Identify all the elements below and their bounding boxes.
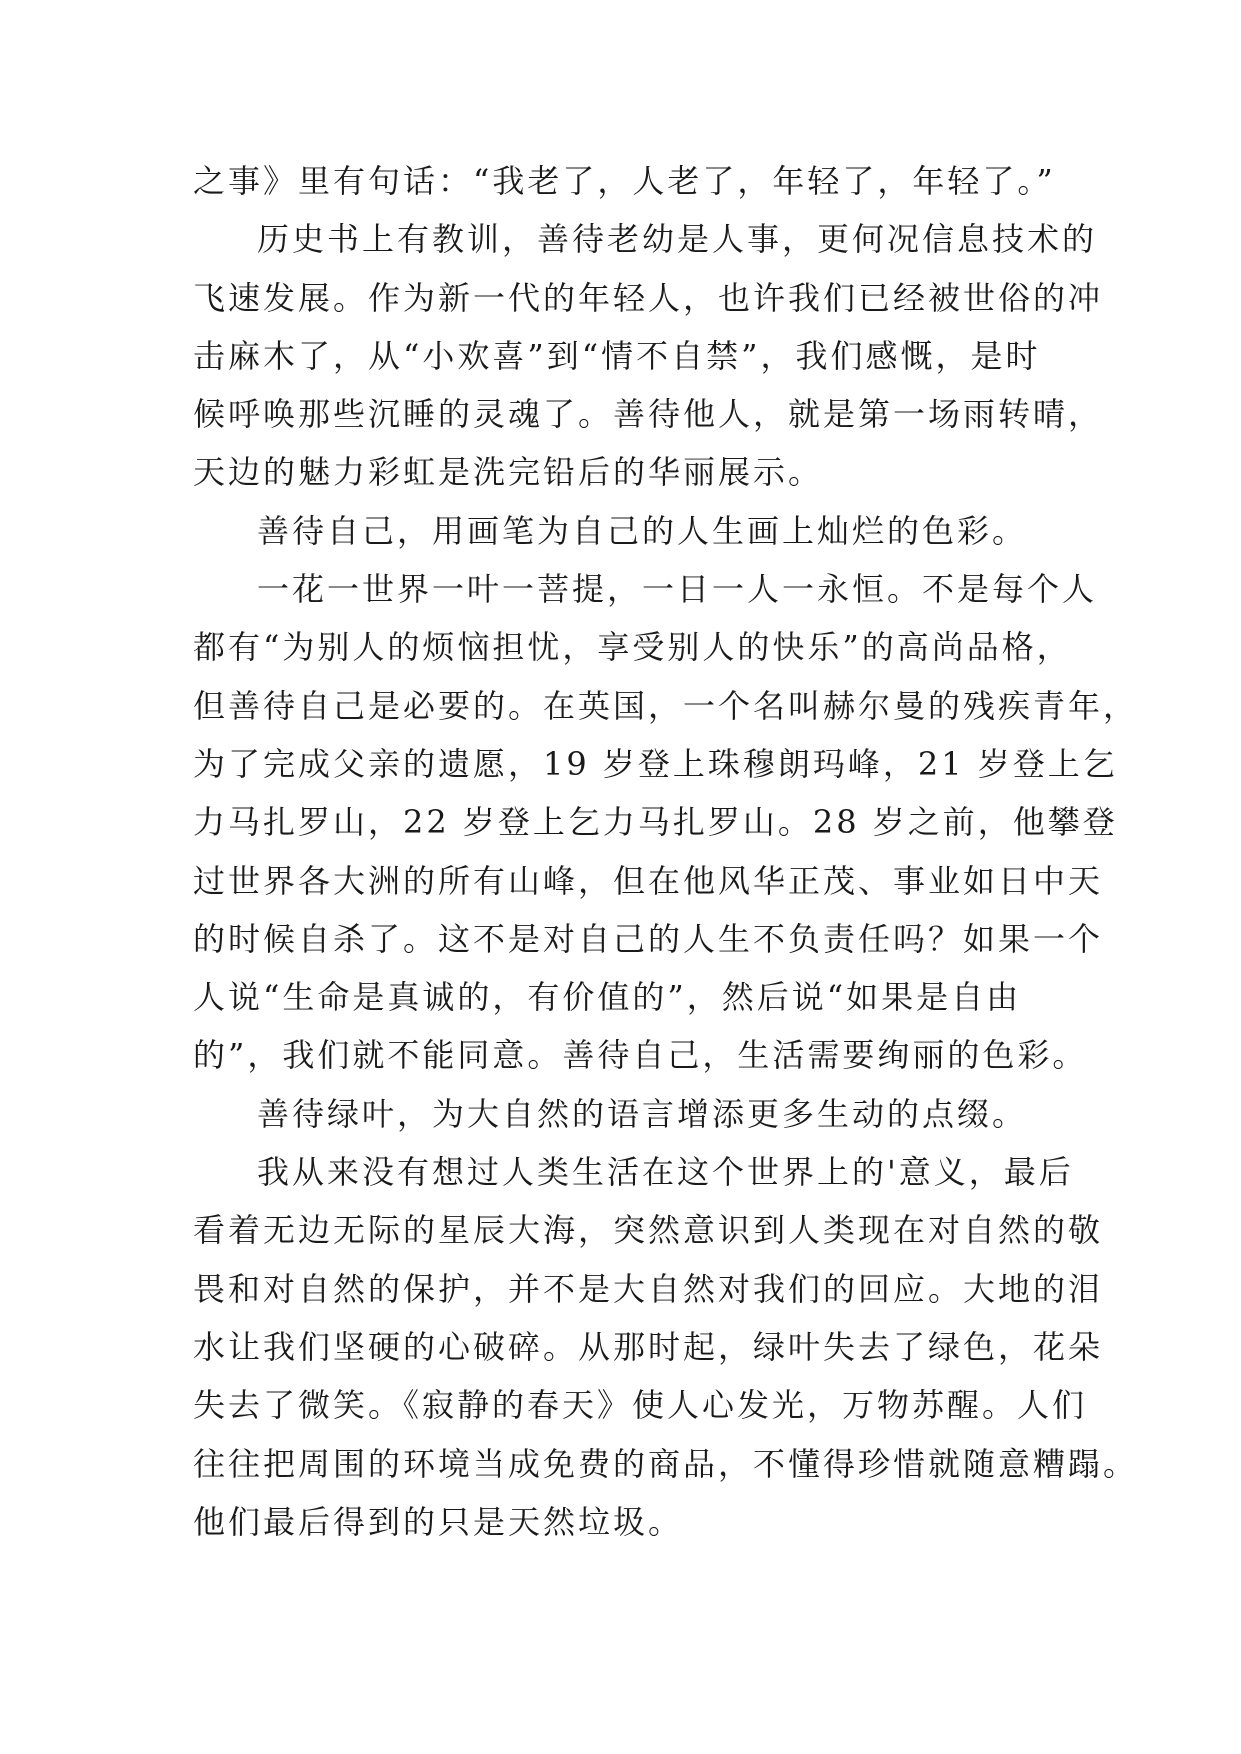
text-line: 的”，我们就不能同意。善待自己，生活需要绚丽的色彩。 — [193, 1036, 1088, 1075]
text-line: 人说“生命是真诚的，有价值的”，然后说“如果是自由 — [193, 978, 1022, 1017]
text-line: 飞速发展。作为新一代的年轻人，也许我们已经被世俗的冲 — [193, 278, 1104, 317]
paragraph-start-line: 一花一世界一叶一菩提，一日一人一永恒。不是每个人 — [257, 570, 1098, 609]
text-line: 候呼唤那些沉睡的灵魂了。善待他人，就是第一场雨转晴， — [193, 395, 1104, 434]
text-line: 的时候自杀了。这不是对自己的人生不负责任吗？如果一个 — [193, 919, 1104, 958]
text-line: 看着无边无际的星辰大海，突然意识到人类现在对自然的敬 — [193, 1211, 1104, 1250]
paragraph-start-line: 善待绿叶，为大自然的语言增添更多生动的点缀。 — [257, 1094, 1028, 1133]
text-line: 往往把周围的环境当成免费的商品，不懂得珍惜就随意糟蹋。 — [193, 1444, 1139, 1483]
text-line: 畏和对自然的保护，并不是大自然对我们的回应。大地的泪 — [193, 1269, 1104, 1308]
text-line: 力马扎罗山，22 岁登上乞力马扎罗山。28 岁之前，他攀登 — [193, 803, 1118, 842]
document-body — [193, 152, 1139, 1551]
text-line: 都有“为别人的烦恼担忧，享受别人的快乐”的高尚品格， — [193, 628, 1072, 667]
text-line: 击麻木了，从“小欢喜”到“情不自禁”，我们感慨，是时 — [193, 336, 1041, 375]
text-line: 但善待自己是必要的。在英国，一个名叫赫尔曼的残疾青年， — [193, 686, 1139, 725]
text-line: 天边的魅力彩虹是洗完铅后的华丽展示。 — [193, 453, 824, 492]
paragraph-start-line: 历史书上有教训，善待老幼是人事，更何况信息技术的 — [257, 220, 1098, 259]
text-line: 水让我们坚硬的心破碎。从那时起，绿叶失去了绿色，花朵 — [193, 1327, 1104, 1366]
text-line: 过世界各大洲的所有山峰，但在他风华正茂、事业如日中天 — [193, 861, 1104, 900]
text-line: 他们最后得到的只是天然垃圾。 — [193, 1502, 684, 1541]
paragraph-start-line: 善待自己，用画笔为自己的人生画上灿烂的色彩。 — [257, 511, 1028, 550]
text-line: 为了完成父亲的遗愿，19 岁登上珠穆朗玛峰，21 岁登上乞 — [193, 744, 1118, 783]
text-line: 失去了微笑。《寂静的春天》使人心发光，万物苏醒。人们 — [193, 1386, 1088, 1425]
paragraph-start-line: 我从来没有想过人类生活在这个世界上的'意义，最后 — [257, 1153, 1074, 1192]
text-line: 之事》里有句话：“我老了，人老了，年轻了，年轻了。” — [193, 162, 1056, 200]
